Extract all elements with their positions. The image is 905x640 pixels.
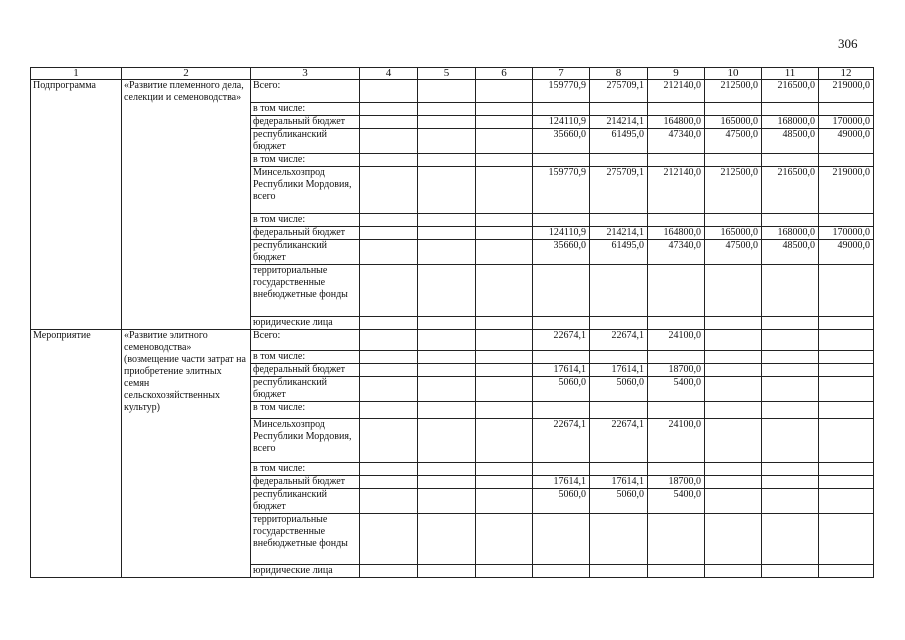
table-row xyxy=(31,419,874,463)
row-source-label: федеральный бюджет xyxy=(251,116,360,129)
table-row xyxy=(31,129,874,154)
row-title xyxy=(122,565,251,578)
value-cell-col-10 xyxy=(705,351,762,364)
value-cell-col-9 xyxy=(648,214,705,227)
empty-cell xyxy=(360,476,418,489)
value-cell-col-12 xyxy=(819,364,874,377)
row-type xyxy=(31,154,122,167)
value-cell-col-8 xyxy=(590,565,648,578)
empty-cell xyxy=(476,103,533,116)
budget-table xyxy=(30,67,874,578)
group-title-text: «Развитие племенного дела, селекции и семеноводства» xyxy=(124,80,244,103)
empty-cell xyxy=(418,265,476,317)
value-cell-col-9 xyxy=(648,402,705,419)
row-title xyxy=(122,227,251,240)
row-source-label: федеральный бюджет xyxy=(251,364,360,377)
value-cell-col-8 xyxy=(590,214,648,227)
column-header-8: 8 xyxy=(590,68,648,80)
empty-cell xyxy=(418,116,476,129)
value-cell-col-7: 124110,9 xyxy=(533,227,590,240)
value-cell-col-12: 170000,0 xyxy=(819,116,874,129)
row-type: Мероприятие xyxy=(31,330,122,351)
value-cell-col-12: 219000,0 xyxy=(819,80,874,103)
value-cell-col-11 xyxy=(762,514,819,565)
value-cell-col-9: 18700,0 xyxy=(648,476,705,489)
value-cell-col-8 xyxy=(590,154,648,167)
value-cell-col-7: 22674,1 xyxy=(533,330,590,351)
row-type xyxy=(31,265,122,317)
table-row xyxy=(31,565,874,578)
row-type xyxy=(31,167,122,214)
row-type xyxy=(31,463,122,476)
value-cell-col-12 xyxy=(819,476,874,489)
row-source-label: Всего: xyxy=(251,330,360,351)
value-cell-col-11 xyxy=(762,419,819,463)
row-source-label: Минсельхозпрод Республики Мордовия, всего xyxy=(251,167,360,214)
value-cell-col-9: 212140,0 xyxy=(648,167,705,214)
value-cell-col-8: 22674,1 xyxy=(590,419,648,463)
empty-cell xyxy=(360,227,418,240)
value-cell-col-10 xyxy=(705,476,762,489)
row-title xyxy=(122,103,251,116)
value-cell-col-12 xyxy=(819,377,874,402)
value-cell-col-7: 124110,9 xyxy=(533,116,590,129)
empty-cell xyxy=(360,80,418,103)
value-cell-col-7: 5060,0 xyxy=(533,377,590,402)
empty-cell xyxy=(360,489,418,514)
value-cell-col-11: 216500,0 xyxy=(762,80,819,103)
value-cell-col-12 xyxy=(819,489,874,514)
value-cell-col-9: 5400,0 xyxy=(648,489,705,514)
value-cell-col-9 xyxy=(648,565,705,578)
empty-cell xyxy=(418,565,476,578)
table-row xyxy=(31,154,874,167)
value-cell-col-7: 17614,1 xyxy=(533,364,590,377)
value-cell-col-11: 168000,0 xyxy=(762,227,819,240)
row-type xyxy=(31,317,122,330)
row-source-label: республиканский бюджет xyxy=(251,377,360,402)
empty-cell xyxy=(360,116,418,129)
value-cell-col-9: 164800,0 xyxy=(648,116,705,129)
row-source-label: территориальные государственные внебюджетные фонды xyxy=(251,514,360,565)
value-cell-col-10: 47500,0 xyxy=(705,240,762,265)
column-header-11: 11 xyxy=(762,68,819,80)
row-title xyxy=(122,265,251,317)
value-cell-col-8 xyxy=(590,402,648,419)
column-header-7: 7 xyxy=(533,68,590,80)
value-cell-col-7 xyxy=(533,317,590,330)
value-cell-col-9 xyxy=(648,317,705,330)
empty-cell xyxy=(476,514,533,565)
value-cell-col-12 xyxy=(819,351,874,364)
empty-cell xyxy=(476,214,533,227)
value-cell-col-8 xyxy=(590,514,648,565)
empty-cell xyxy=(418,214,476,227)
value-cell-col-10 xyxy=(705,265,762,317)
value-cell-col-9 xyxy=(648,265,705,317)
row-source-label: в том числе: xyxy=(251,103,360,116)
value-cell-col-8: 275709,1 xyxy=(590,167,648,214)
empty-cell xyxy=(360,351,418,364)
value-cell-col-11 xyxy=(762,154,819,167)
empty-cell xyxy=(360,317,418,330)
value-cell-col-8 xyxy=(590,351,648,364)
empty-cell xyxy=(418,167,476,214)
row-type xyxy=(31,565,122,578)
value-cell-col-11 xyxy=(762,317,819,330)
empty-cell xyxy=(476,402,533,419)
value-cell-col-8: 214214,1 xyxy=(590,227,648,240)
empty-cell xyxy=(418,129,476,154)
value-cell-col-8: 22674,1 xyxy=(590,330,648,351)
value-cell-col-8: 5060,0 xyxy=(590,489,648,514)
value-cell-col-9: 212140,0 xyxy=(648,80,705,103)
empty-cell xyxy=(476,351,533,364)
row-type xyxy=(31,351,122,364)
value-cell-col-12: 49000,0 xyxy=(819,129,874,154)
value-cell-col-8 xyxy=(590,317,648,330)
row-type xyxy=(31,240,122,265)
value-cell-col-7 xyxy=(533,103,590,116)
column-header-1: 1 xyxy=(31,68,122,80)
value-cell-col-7 xyxy=(533,402,590,419)
empty-cell xyxy=(418,351,476,364)
row-type xyxy=(31,364,122,377)
empty-cell xyxy=(360,240,418,265)
value-cell-col-9: 24100,0 xyxy=(648,419,705,463)
table-row xyxy=(31,214,874,227)
row-title xyxy=(122,154,251,167)
value-cell-col-10 xyxy=(705,364,762,377)
value-cell-col-12 xyxy=(819,514,874,565)
empty-cell xyxy=(360,330,418,351)
value-cell-col-12 xyxy=(819,463,874,476)
value-cell-col-12 xyxy=(819,154,874,167)
row-title xyxy=(122,514,251,565)
value-cell-col-11 xyxy=(762,364,819,377)
value-cell-col-9: 47340,0 xyxy=(648,240,705,265)
row-source-label: в том числе: xyxy=(251,214,360,227)
row-type xyxy=(31,419,122,463)
row-type xyxy=(31,377,122,402)
empty-cell xyxy=(476,419,533,463)
empty-cell xyxy=(360,514,418,565)
value-cell-col-9: 5400,0 xyxy=(648,377,705,402)
row-title xyxy=(122,419,251,463)
empty-cell xyxy=(418,240,476,265)
row-source-label: республиканский бюджет xyxy=(251,240,360,265)
value-cell-col-7: 35660,0 xyxy=(533,129,590,154)
value-cell-col-7 xyxy=(533,265,590,317)
value-cell-col-10 xyxy=(705,419,762,463)
empty-cell xyxy=(418,476,476,489)
empty-cell xyxy=(360,265,418,317)
column-header-10: 10 xyxy=(705,68,762,80)
value-cell-col-12 xyxy=(819,103,874,116)
row-title xyxy=(122,489,251,514)
value-cell-col-7 xyxy=(533,514,590,565)
value-cell-col-7: 35660,0 xyxy=(533,240,590,265)
value-cell-col-8 xyxy=(590,103,648,116)
value-cell-col-9: 164800,0 xyxy=(648,227,705,240)
row-type xyxy=(31,227,122,240)
table-row xyxy=(31,514,874,565)
value-cell-col-11 xyxy=(762,330,819,351)
empty-cell xyxy=(476,463,533,476)
value-cell-col-11 xyxy=(762,103,819,116)
empty-cell xyxy=(476,330,533,351)
value-cell-col-8: 17614,1 xyxy=(590,476,648,489)
value-cell-col-7: 159770,9 xyxy=(533,167,590,214)
empty-cell xyxy=(360,419,418,463)
empty-cell xyxy=(418,514,476,565)
row-title xyxy=(122,240,251,265)
value-cell-col-9 xyxy=(648,463,705,476)
empty-cell xyxy=(476,227,533,240)
empty-cell xyxy=(418,317,476,330)
value-cell-col-10 xyxy=(705,565,762,578)
empty-cell xyxy=(418,364,476,377)
row-type xyxy=(31,402,122,419)
value-cell-col-11: 48500,0 xyxy=(762,129,819,154)
value-cell-col-7: 17614,1 xyxy=(533,476,590,489)
value-cell-col-12: 170000,0 xyxy=(819,227,874,240)
value-cell-col-10: 165000,0 xyxy=(705,116,762,129)
empty-cell xyxy=(476,565,533,578)
value-cell-col-10: 212500,0 xyxy=(705,80,762,103)
value-cell-col-11: 168000,0 xyxy=(762,116,819,129)
row-source-label: территориальные государственные внебюджетные фонды xyxy=(251,265,360,317)
value-cell-col-7 xyxy=(533,565,590,578)
row-type xyxy=(31,116,122,129)
value-cell-col-11 xyxy=(762,463,819,476)
row-source-label: федеральный бюджет xyxy=(251,476,360,489)
value-cell-col-7: 22674,1 xyxy=(533,419,590,463)
value-cell-col-9 xyxy=(648,351,705,364)
value-cell-col-8: 61495,0 xyxy=(590,129,648,154)
empty-cell xyxy=(476,240,533,265)
column-header-12: 12 xyxy=(819,68,874,80)
empty-cell xyxy=(360,129,418,154)
value-cell-col-9: 24100,0 xyxy=(648,330,705,351)
row-title xyxy=(122,476,251,489)
value-cell-col-12: 49000,0 xyxy=(819,240,874,265)
value-cell-col-8: 214214,1 xyxy=(590,116,648,129)
column-header-6: 6 xyxy=(476,68,533,80)
row-title xyxy=(122,317,251,330)
value-cell-col-12 xyxy=(819,317,874,330)
empty-cell xyxy=(476,129,533,154)
empty-cell xyxy=(418,489,476,514)
table-row xyxy=(31,330,874,351)
value-cell-col-8 xyxy=(590,463,648,476)
row-type xyxy=(31,476,122,489)
empty-cell xyxy=(476,167,533,214)
value-cell-col-7 xyxy=(533,214,590,227)
row-title xyxy=(122,463,251,476)
empty-cell xyxy=(418,227,476,240)
value-cell-col-11: 216500,0 xyxy=(762,167,819,214)
row-type xyxy=(31,214,122,227)
value-cell-col-12: 219000,0 xyxy=(819,167,874,214)
empty-cell xyxy=(360,167,418,214)
empty-cell xyxy=(418,80,476,103)
value-cell-col-7 xyxy=(533,154,590,167)
empty-cell xyxy=(418,377,476,402)
empty-cell xyxy=(418,103,476,116)
value-cell-col-7: 5060,0 xyxy=(533,489,590,514)
row-source-label: юридические лица xyxy=(251,565,360,578)
table-row xyxy=(31,116,874,129)
row-title xyxy=(122,116,251,129)
table-row xyxy=(31,103,874,116)
value-cell-col-7 xyxy=(533,463,590,476)
empty-cell xyxy=(360,364,418,377)
value-cell-col-12 xyxy=(819,565,874,578)
empty-cell xyxy=(476,116,533,129)
table-row xyxy=(31,167,874,214)
value-cell-col-12 xyxy=(819,330,874,351)
table-row xyxy=(31,240,874,265)
value-cell-col-10 xyxy=(705,330,762,351)
empty-cell xyxy=(418,330,476,351)
table-row xyxy=(31,317,874,330)
value-cell-col-8: 5060,0 xyxy=(590,377,648,402)
value-cell-col-9 xyxy=(648,154,705,167)
value-cell-col-11: 48500,0 xyxy=(762,240,819,265)
value-cell-col-9 xyxy=(648,514,705,565)
value-cell-col-7: 159770,9 xyxy=(533,80,590,103)
value-cell-col-11 xyxy=(762,351,819,364)
column-header-5: 5 xyxy=(418,68,476,80)
row-type xyxy=(31,489,122,514)
value-cell-col-10 xyxy=(705,402,762,419)
column-header-2: 2 xyxy=(122,68,251,80)
value-cell-col-11 xyxy=(762,214,819,227)
value-cell-col-12 xyxy=(819,265,874,317)
row-type xyxy=(31,129,122,154)
row-source-label: в том числе: xyxy=(251,351,360,364)
empty-cell xyxy=(418,402,476,419)
table-row xyxy=(31,265,874,317)
empty-cell xyxy=(476,80,533,103)
value-cell-col-12 xyxy=(819,402,874,419)
value-cell-col-11 xyxy=(762,476,819,489)
row-source-label: Всего: xyxy=(251,80,360,103)
value-cell-col-10 xyxy=(705,317,762,330)
row-source-label: юридические лица xyxy=(251,317,360,330)
page-number: 306 xyxy=(838,36,858,51)
value-cell-col-10 xyxy=(705,377,762,402)
empty-cell xyxy=(418,463,476,476)
row-title xyxy=(122,129,251,154)
table-row xyxy=(31,463,874,476)
empty-cell xyxy=(476,377,533,402)
column-header-4: 4 xyxy=(360,68,418,80)
value-cell-col-11 xyxy=(762,377,819,402)
empty-cell xyxy=(360,565,418,578)
row-source-label: республиканский бюджет xyxy=(251,489,360,514)
value-cell-col-10: 47500,0 xyxy=(705,129,762,154)
row-source-label: Минсельхозпрод Республики Мордовия, всего xyxy=(251,419,360,463)
row-source-label: в том числе: xyxy=(251,463,360,476)
empty-cell xyxy=(476,364,533,377)
value-cell-col-10 xyxy=(705,214,762,227)
row-source-label: в том числе: xyxy=(251,154,360,167)
row-source-label: федеральный бюджет xyxy=(251,227,360,240)
column-header-9: 9 xyxy=(648,68,705,80)
row-title xyxy=(122,330,251,413)
value-cell-col-11 xyxy=(762,265,819,317)
value-cell-col-12 xyxy=(819,214,874,227)
value-cell-col-11 xyxy=(762,402,819,419)
empty-cell xyxy=(360,463,418,476)
value-cell-col-11 xyxy=(762,565,819,578)
row-type xyxy=(31,514,122,565)
value-cell-col-10 xyxy=(705,103,762,116)
table-row xyxy=(31,489,874,514)
empty-cell xyxy=(476,317,533,330)
empty-cell xyxy=(476,489,533,514)
value-cell-col-10 xyxy=(705,514,762,565)
value-cell-col-7 xyxy=(533,351,590,364)
group-title-text: «Развитие элитного семеноводства» (возмещение части затрат на приобретение элитных семян сельскохозяйственных культур) xyxy=(124,330,246,413)
empty-cell xyxy=(360,402,418,419)
value-cell-col-11 xyxy=(762,489,819,514)
empty-cell xyxy=(418,154,476,167)
value-cell-col-9: 18700,0 xyxy=(648,364,705,377)
value-cell-col-10: 212500,0 xyxy=(705,167,762,214)
value-cell-col-8: 17614,1 xyxy=(590,364,648,377)
empty-cell xyxy=(476,265,533,317)
value-cell-col-9 xyxy=(648,103,705,116)
column-header-3: 3 xyxy=(251,68,360,80)
empty-cell xyxy=(360,377,418,402)
value-cell-col-8: 275709,1 xyxy=(590,80,648,103)
table-row xyxy=(31,80,874,103)
row-type xyxy=(31,103,122,116)
header-row xyxy=(31,68,874,80)
value-cell-col-8: 61495,0 xyxy=(590,240,648,265)
row-type: Подпрограмма xyxy=(31,80,122,103)
table-row xyxy=(31,476,874,489)
value-cell-col-9: 47340,0 xyxy=(648,129,705,154)
empty-cell xyxy=(476,154,533,167)
empty-cell xyxy=(360,214,418,227)
value-cell-col-10 xyxy=(705,154,762,167)
value-cell-col-10 xyxy=(705,489,762,514)
value-cell-col-10 xyxy=(705,463,762,476)
table-row xyxy=(31,227,874,240)
empty-cell xyxy=(418,419,476,463)
empty-cell xyxy=(476,476,533,489)
row-title xyxy=(122,80,251,103)
row-title xyxy=(122,214,251,227)
value-cell-col-12 xyxy=(819,419,874,463)
empty-cell xyxy=(360,103,418,116)
empty-cell xyxy=(360,154,418,167)
value-cell-col-8 xyxy=(590,265,648,317)
row-source-label: республиканский бюджет xyxy=(251,129,360,154)
row-source-label: в том числе: xyxy=(251,402,360,419)
value-cell-col-10: 165000,0 xyxy=(705,227,762,240)
row-title xyxy=(122,167,251,214)
